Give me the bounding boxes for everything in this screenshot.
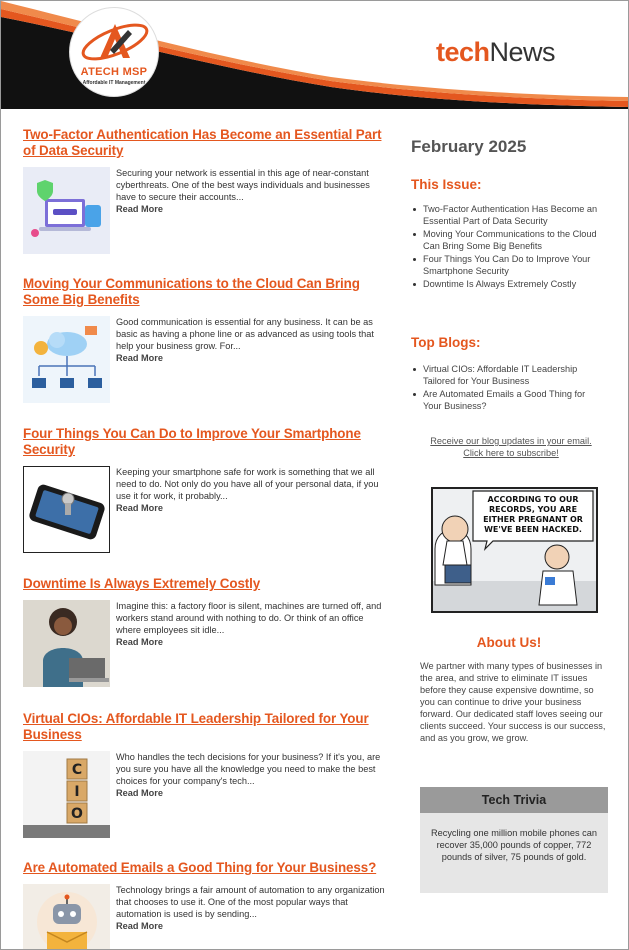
article-title-link[interactable]: Four Things You Can Do to Improve Your Smartphone Security [23,426,361,457]
cio-blocks-photo[interactable] [23,751,110,838]
svg-text:C: C [71,762,83,778]
about-text: We partner with many types of businesses in the area, and strive to eliminate IT issues before they cause expensive downtime, so you can continue to drive your business forward. Our dedicated staff loves seeing our clients succeed. Your success is our success, and as you grow, we grow. [420,661,606,743]
issue-month: February 2025 [411,137,527,156]
technews-brand [436,37,555,68]
cloud-network-icon[interactable] [23,316,110,403]
excerpt-text: Keeping your smartphone safe for work is something that we all need to do. Not only do you have all of your personal data, if you use it for work, it probably... [116,467,379,501]
this-issue-heading: This Issue: [411,177,482,192]
article-item [23,711,389,822]
smartphone-lock-icon[interactable] [23,466,110,553]
read-more-link[interactable]: Read More [116,637,163,647]
this-issue-item[interactable]: Two-Factor Authentication Has Become an Essential Part of Data Security [411,203,601,227]
brand-news: News [489,37,556,67]
excerpt-text: Imagine this: a factory floor is silent, machines are turned off, and workers stand around with nothing to do. Or think of an office where employees sit idle... [116,601,382,635]
top-blogs-list [411,363,601,413]
read-more-link[interactable]: Read More [116,204,163,214]
article-item [23,426,389,513]
robot-email-icon[interactable] [23,884,110,949]
svg-text:I: I [74,784,80,800]
comic-caption: ACCORDING TO OUR RECORDS, YOU ARE EITHER PREGNANT OR WE'VE BEEN HACKED. [483,495,583,534]
article-title-link[interactable]: Are Automated Emails a Good Thing for Your Business? [23,860,377,875]
article-excerpt [116,600,388,648]
trivia-text: Recycling one million mobile phones can recover 35,000 pounds of copper, 772 pounds of silver, 75 pounds of gold. [431,828,597,862]
subscribe-link[interactable]: Receive our blog updates in your email. Click here to subscribe! [430,436,592,458]
security-laptop-icon[interactable] [23,167,110,254]
this-issue-item[interactable]: Four Things You Can Do to Improve Your Smartphone Security [411,253,601,277]
excerpt-text: Who handles the tech decisions for your business? If it's you, are you sure you have all the knowledge you need to make the best choices for your company's tech... [116,752,381,786]
tech-trivia-box [420,787,608,893]
svg-text:O: O [71,806,83,822]
this-issue-list [411,203,601,291]
top-blog-item[interactable]: Are Automated Emails a Good Thing for Your Business? [411,388,601,412]
article-item [23,576,389,647]
article-excerpt [116,167,388,215]
article-title-link[interactable]: Downtime Is Always Extremely Costly [23,576,261,591]
read-more-link[interactable]: Read More [116,353,163,363]
read-more-link[interactable]: Read More [116,503,163,513]
article-title-link[interactable]: Two-Factor Authentication Has Become an Essential Part of Data Security [23,127,382,158]
article-item [23,860,389,931]
frustrated-woman-photo[interactable] [23,600,110,687]
article-excerpt [116,316,388,364]
article-excerpt [116,884,388,932]
atech-logo[interactable] [69,7,159,97]
article-item [23,276,389,363]
this-issue-item[interactable]: Moving Your Communications to the Cloud Can Bring Some Big Benefits [411,228,601,252]
brand-tech: tech [436,37,490,67]
trivia-heading: Tech Trivia [420,787,608,813]
article-title-link[interactable]: Virtual CIOs: Affordable IT Leadership Tailored for Your Business [23,711,369,742]
article-item [23,127,389,214]
about-heading: About Us! [476,635,542,650]
excerpt-text: Securing your network is essential in this age of near-constant cyberthreats. One of the best ways individuals and businesses have to secure their accounts... [116,168,370,202]
logo-tagline: Affordable IT Management [82,80,146,86]
read-more-link[interactable]: Read More [116,921,163,931]
this-issue-item[interactable]: Downtime Is Always Extremely Costly [411,278,601,290]
newsletter-header [1,1,628,109]
top-blogs-heading: Top Blogs: [411,335,481,350]
excerpt-text: Technology brings a fair amount of automation to any organization that chooses to use it. One of the most popular ways that automation is used is by sending... [116,885,385,919]
article-excerpt [116,466,388,514]
comic-strip[interactable] [431,487,598,613]
read-more-link[interactable]: Read More [116,788,163,798]
article-title-link[interactable]: Moving Your Communications to the Cloud Can Bring Some Big Benefits [23,276,360,307]
excerpt-text: Good communication is essential for any business. It can be as basic as having a phone line or as advanced as using tools that help your business grow. For... [116,317,374,351]
top-blog-item[interactable]: Virtual CIOs: Affordable IT Leadership Tailored for Your Business [411,363,601,387]
logo-name: ATECH MSP [80,66,148,78]
article-excerpt [116,751,388,799]
